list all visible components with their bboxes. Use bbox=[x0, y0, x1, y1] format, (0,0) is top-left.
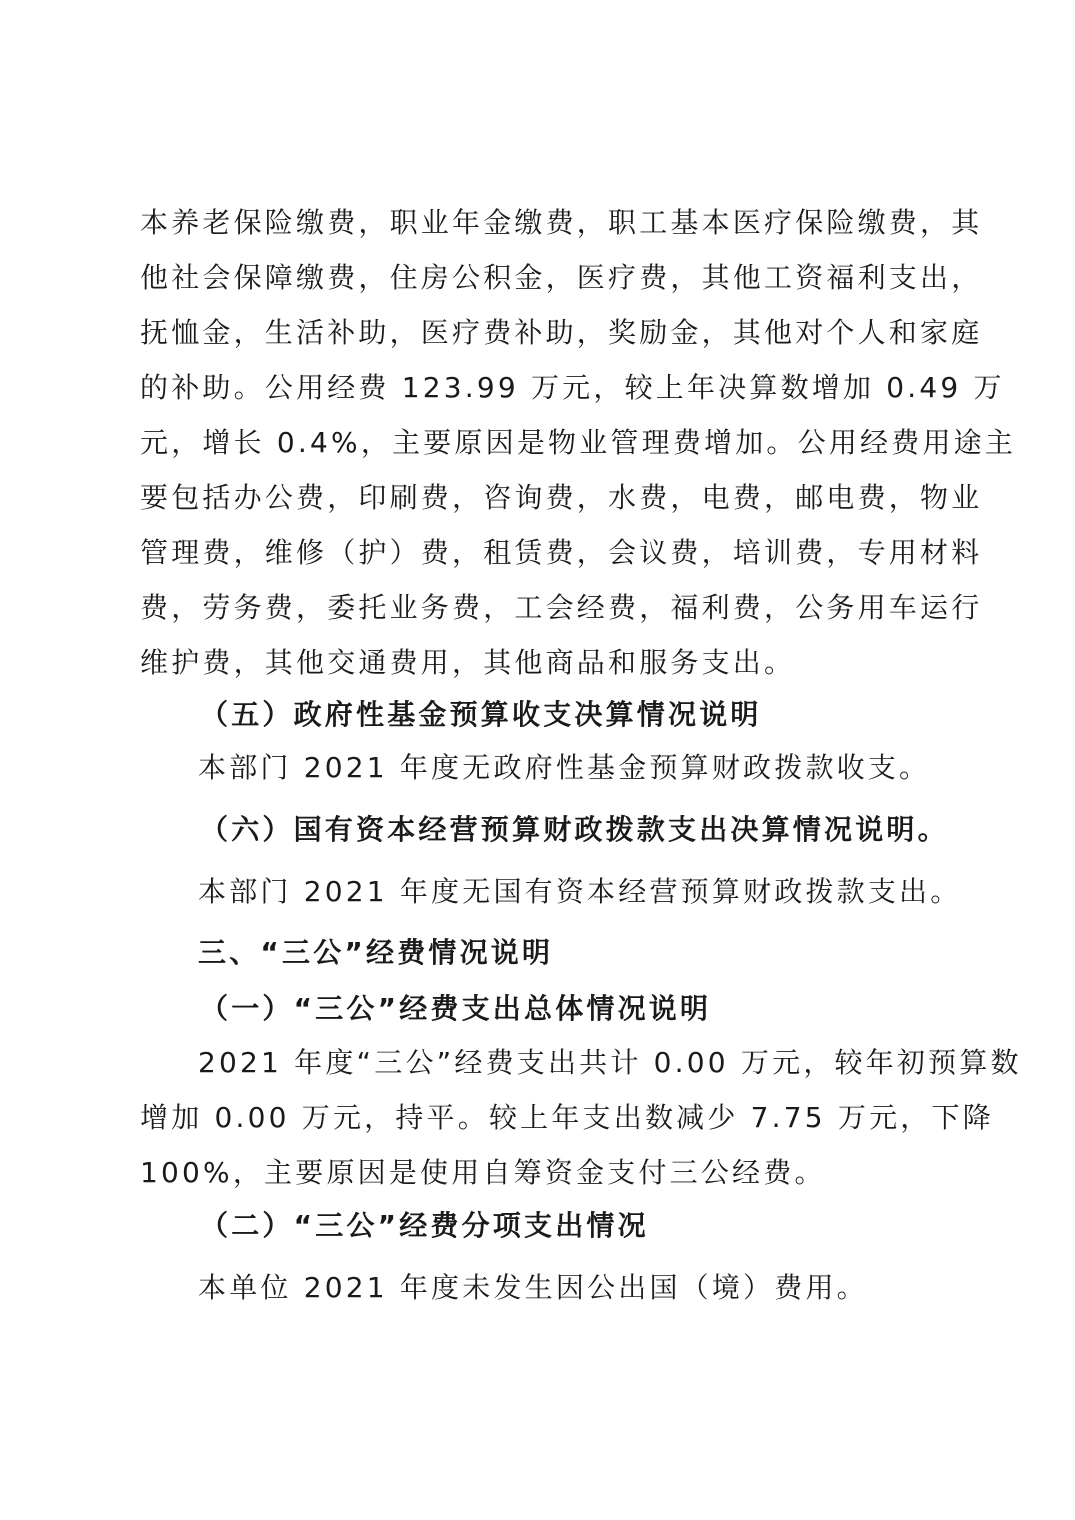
body-text-line: 要包括办公费，印刷费，咨询费，水费，电费，邮电费，物业 bbox=[140, 481, 983, 514]
body-text-line: 的补助。公用经费 123.99 万元，较上年决算数增加 0.49 万 bbox=[140, 371, 1005, 404]
body-text-line: 维护费，其他交通费用，其他商品和服务支出。 bbox=[140, 646, 796, 679]
body-text-line: 2021 年度“三公”经费支出共计 0.00 万元，较年初预算数 bbox=[198, 1046, 1022, 1079]
section-heading-6: （六）国有资本经营预算财政拨款支出决算情况说明。 bbox=[200, 813, 949, 846]
section-heading-5: （五）政府性基金预算收支决算情况说明 bbox=[200, 698, 762, 731]
chapter-heading-3: 三、“三公”经费情况说明 bbox=[198, 936, 554, 969]
subsection-heading-2: （二）“三公”经费分项支出情况 bbox=[200, 1209, 649, 1242]
body-text-line: 抚恤金，生活补助，医疗费补助，奖励金，其他对个人和家庭 bbox=[140, 316, 983, 349]
paragraph-6: 本部门 2021 年度无国有资本经营预算财政拨款支出。 bbox=[198, 875, 962, 908]
body-text-line: 本养老保险缴费，职业年金缴费，职工基本医疗保险缴费，其 bbox=[140, 206, 983, 239]
body-text-line: 100%，主要原因是使用自筹资金支付三公经费。 bbox=[140, 1156, 826, 1189]
body-text-line: 他社会保障缴费，住房公积金，医疗费，其他工资福利支出， bbox=[140, 261, 983, 294]
body-text-line: 元，增长 0.4%，主要原因是物业管理费增加。公用经费用途主 bbox=[140, 426, 1017, 459]
body-text-line: 增加 0.00 万元，持平。较上年支出数减少 7.75 万元，下降 bbox=[140, 1101, 994, 1134]
paragraph-sub2: 本单位 2021 年度未发生因公出国（境）费用。 bbox=[198, 1271, 868, 1304]
paragraph-5: 本部门 2021 年度无政府性基金预算财政拨款收支。 bbox=[198, 751, 931, 784]
subsection-heading-1: （一）“三公”经费支出总体情况说明 bbox=[200, 992, 712, 1025]
body-text-line: 费，劳务费，委托业务费，工会经费，福利费，公务用车运行 bbox=[140, 591, 983, 624]
body-text-line: 管理费，维修（护）费，租赁费，会议费，培训费，专用材料 bbox=[140, 536, 983, 569]
